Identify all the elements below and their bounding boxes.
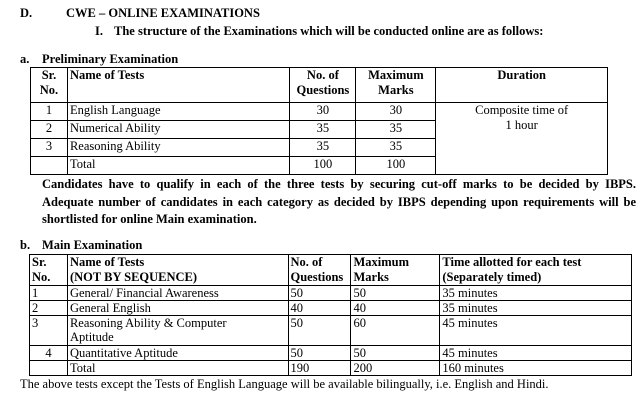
cell-marks: 40 <box>351 301 440 316</box>
cell-sr: 2 <box>30 301 68 316</box>
cell-questions: 35 <box>290 121 356 139</box>
cell-marks: 30 <box>356 103 436 121</box>
header-questions: No. of Questions <box>290 68 356 103</box>
cell-time: 35 minutes <box>440 286 632 301</box>
cell-questions: 50 <box>288 286 351 301</box>
cell-questions: 50 <box>288 316 351 346</box>
note-line-3: shortlisted for online Main examination. <box>42 212 257 226</box>
table-header-row <box>30 255 632 286</box>
header-tests: Name of Tests <box>67 68 289 103</box>
header-time: Time allotted for each test (Separately timed) <box>440 255 632 286</box>
cell-test-name: General English <box>67 301 288 316</box>
table-row <box>31 103 608 121</box>
cell-total-marks: 200 <box>351 361 440 376</box>
table-row <box>30 301 632 316</box>
prelim-letter: a. <box>20 52 30 66</box>
table-row <box>30 346 632 361</box>
cell-sr: 3 <box>30 316 68 346</box>
cell-sr-empty <box>30 361 68 376</box>
table-header-row <box>31 68 608 103</box>
cell-sr: 4 <box>30 346 68 361</box>
table-row <box>30 316 632 346</box>
cell-marks: 35 <box>356 121 436 139</box>
main-letter: b. <box>20 238 31 252</box>
cell-total-label: Total <box>67 157 289 175</box>
header-sr: Sr. No. <box>31 68 68 103</box>
cell-sr-empty <box>31 157 68 175</box>
main-label: Main Examination <box>42 238 143 252</box>
header-duration: Duration <box>436 68 608 103</box>
prelim-table <box>30 67 608 175</box>
section-intro: The structure of the Examinations which will be conducted online are as follows: <box>114 24 544 38</box>
note-line-2: Adequate number of candidates in each category as decided by IBPS depending upon requirements will be <box>42 194 636 209</box>
cell-questions: 50 <box>288 346 351 361</box>
header-questions: No. of Questions <box>288 255 351 286</box>
cell-questions: 35 <box>290 139 356 157</box>
cell-marks: 35 <box>356 139 436 157</box>
cell-questions: 40 <box>288 301 351 316</box>
table-total-row <box>30 361 632 376</box>
header-marks: Maximum Marks <box>356 68 436 103</box>
section-letter: D. <box>20 6 33 20</box>
header-tests: Name of Tests (NOT BY SEQUENCE) <box>67 255 288 286</box>
table-row <box>30 286 632 301</box>
cell-sr: 3 <box>31 139 68 157</box>
cell-time: 35 minutes <box>440 301 632 316</box>
cell-sr: 1 <box>31 103 68 121</box>
cell-test-name: Reasoning Ability & Computer Aptitude <box>67 316 288 346</box>
cell-sr: 1 <box>30 286 68 301</box>
cell-marks: 60 <box>351 316 440 346</box>
cell-test-name: Reasoning Ability <box>67 139 289 157</box>
cell-total-time: 160 minutes <box>440 361 632 376</box>
footer-note: The above tests except the Tests of English Language will be available bilingually, i.e. English and Hindi. <box>20 377 549 391</box>
cell-test-name: English Language <box>67 103 289 121</box>
note-line-1: Candidates have to qualify in each of the three tests by securing cut-off marks to be decided by IBPS. <box>42 177 636 191</box>
cell-total-label: Total <box>67 361 288 376</box>
cell-time: 45 minutes <box>440 346 632 361</box>
header-marks: Maximum Marks <box>351 255 440 286</box>
cell-duration: Composite time of 1 hour <box>436 103 608 175</box>
cell-sr: 2 <box>31 121 68 139</box>
cell-test-name: Quantitative Aptitude <box>67 346 288 361</box>
header-sr: Sr. No. <box>30 255 68 286</box>
cell-questions: 30 <box>290 103 356 121</box>
cell-marks: 50 <box>351 286 440 301</box>
prelim-note <box>42 176 636 229</box>
cell-time: 45 minutes <box>440 316 632 346</box>
cell-test-name: General/ Financial Awareness <box>67 286 288 301</box>
section-roman: I. <box>95 24 103 38</box>
cell-total-questions: 190 <box>288 361 351 376</box>
cell-test-name: Numerical Ability <box>67 121 289 139</box>
section-title: CWE – ONLINE EXAMINATIONS <box>66 6 260 20</box>
main-table <box>29 254 632 376</box>
cell-total-questions: 100 <box>290 157 356 175</box>
cell-marks: 50 <box>351 346 440 361</box>
cell-total-marks: 100 <box>356 157 436 175</box>
prelim-label: Preliminary Examination <box>42 52 179 66</box>
